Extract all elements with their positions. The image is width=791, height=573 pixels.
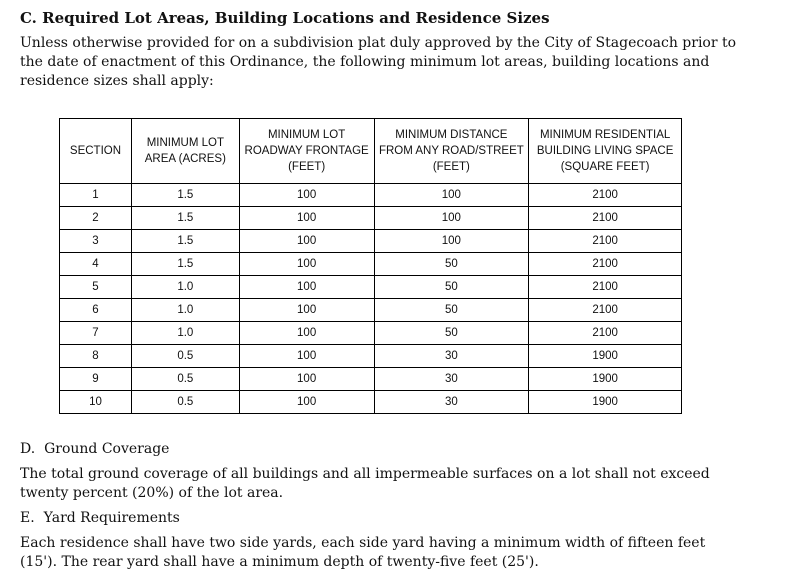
section-d-paragraph: The total ground coverage of all buildings and all impermeable surfaces on a lot shall not exceed twenty percent (20%) of the lot area. bbox=[20, 466, 710, 501]
cell-living-space: 2100 bbox=[529, 253, 682, 276]
cell-lot-area: 1.5 bbox=[131, 207, 239, 230]
cell-section: 3 bbox=[60, 230, 132, 253]
section-e-title: Yard Requirements bbox=[43, 510, 180, 526]
header-distance-from-road: MINIMUM DISTANCE FROM ANY ROAD/STREET (FEET) bbox=[374, 119, 529, 184]
table-row bbox=[60, 345, 682, 368]
cell-section: 6 bbox=[60, 299, 132, 322]
cell-lot-area: 1.0 bbox=[131, 276, 239, 299]
cell-section: 5 bbox=[60, 276, 132, 299]
cell-living-space: 2100 bbox=[529, 207, 682, 230]
cell-distance: 100 bbox=[374, 184, 529, 207]
cell-lot-area: 1.5 bbox=[131, 184, 239, 207]
table-row bbox=[60, 276, 682, 299]
cell-frontage: 100 bbox=[239, 368, 374, 391]
cell-distance: 50 bbox=[374, 322, 529, 345]
section-e-heading bbox=[20, 509, 740, 528]
table-row bbox=[60, 322, 682, 345]
cell-section: 10 bbox=[60, 391, 132, 414]
cell-living-space: 1900 bbox=[529, 345, 682, 368]
section-e-label: E. bbox=[20, 510, 35, 526]
table-header-row bbox=[60, 119, 682, 184]
cell-lot-area: 1.5 bbox=[131, 230, 239, 253]
cell-frontage: 100 bbox=[239, 230, 374, 253]
cell-distance: 30 bbox=[374, 368, 529, 391]
cell-section: 1 bbox=[60, 184, 132, 207]
header-living-space: MINIMUM RESIDENTIAL BUILDING LIVING SPACE (SQUARE FEET) bbox=[529, 119, 682, 184]
cell-living-space: 2100 bbox=[529, 299, 682, 322]
cell-distance: 100 bbox=[374, 230, 529, 253]
section-e-paragraph: Each residence shall have two side yards, each side yard having a minimum width of fifteen feet (15'). The rear yard shall have a minimum depth of twenty-five feet (25'). bbox=[20, 535, 706, 570]
header-roadway-frontage: MINIMUM LOT ROADWAY FRONTAGE (FEET) bbox=[239, 119, 374, 184]
cell-distance: 100 bbox=[374, 207, 529, 230]
cell-living-space: 2100 bbox=[529, 276, 682, 299]
cell-distance: 50 bbox=[374, 253, 529, 276]
cell-frontage: 100 bbox=[239, 253, 374, 276]
cell-lot-area: 1.0 bbox=[131, 322, 239, 345]
section-c-title: C. Required Lot Areas, Building Locations and Residence Sizes bbox=[20, 9, 550, 27]
table-row bbox=[60, 253, 682, 276]
cell-lot-area: 0.5 bbox=[131, 345, 239, 368]
cell-lot-area: 1.0 bbox=[131, 299, 239, 322]
cell-living-space: 1900 bbox=[529, 368, 682, 391]
cell-distance: 50 bbox=[374, 299, 529, 322]
cell-frontage: 100 bbox=[239, 184, 374, 207]
cell-living-space: 1900 bbox=[529, 391, 682, 414]
cell-frontage: 100 bbox=[239, 345, 374, 368]
table-row bbox=[60, 230, 682, 253]
cell-section: 9 bbox=[60, 368, 132, 391]
table-row bbox=[60, 368, 682, 391]
header-lot-area: MINIMUM LOT AREA (ACRES) bbox=[131, 119, 239, 184]
cell-frontage: 100 bbox=[239, 299, 374, 322]
cell-section: 2 bbox=[60, 207, 132, 230]
section-d-heading bbox=[20, 440, 740, 459]
cell-distance: 30 bbox=[374, 391, 529, 414]
cell-distance: 30 bbox=[374, 345, 529, 368]
cell-section: 4 bbox=[60, 253, 132, 276]
cell-living-space: 2100 bbox=[529, 322, 682, 345]
lot-requirements-table bbox=[59, 118, 682, 414]
cell-frontage: 100 bbox=[239, 207, 374, 230]
table-row bbox=[60, 299, 682, 322]
cell-frontage: 100 bbox=[239, 322, 374, 345]
cell-living-space: 2100 bbox=[529, 184, 682, 207]
section-d-title: Ground Coverage bbox=[44, 441, 170, 457]
table-row bbox=[60, 207, 682, 230]
table-row bbox=[60, 184, 682, 207]
section-d-label: D. bbox=[20, 441, 36, 457]
section-c-paragraph: Unless otherwise provided for on a subdivision plat duly approved by the City of Stagecoach prior to the date of enactment of this Ordinance, the following minimum lot areas, building locations and residence sizes shall apply: bbox=[20, 35, 737, 89]
cell-living-space: 2100 bbox=[529, 230, 682, 253]
cell-lot-area: 1.5 bbox=[131, 253, 239, 276]
cell-distance: 50 bbox=[374, 276, 529, 299]
cell-section: 8 bbox=[60, 345, 132, 368]
table-row bbox=[60, 391, 682, 414]
cell-lot-area: 0.5 bbox=[131, 391, 239, 414]
header-section: SECTION bbox=[60, 119, 132, 184]
cell-section: 7 bbox=[60, 322, 132, 345]
cell-lot-area: 0.5 bbox=[131, 368, 239, 391]
cell-frontage: 100 bbox=[239, 391, 374, 414]
cell-frontage: 100 bbox=[239, 276, 374, 299]
section-c-heading bbox=[20, 8, 550, 28]
